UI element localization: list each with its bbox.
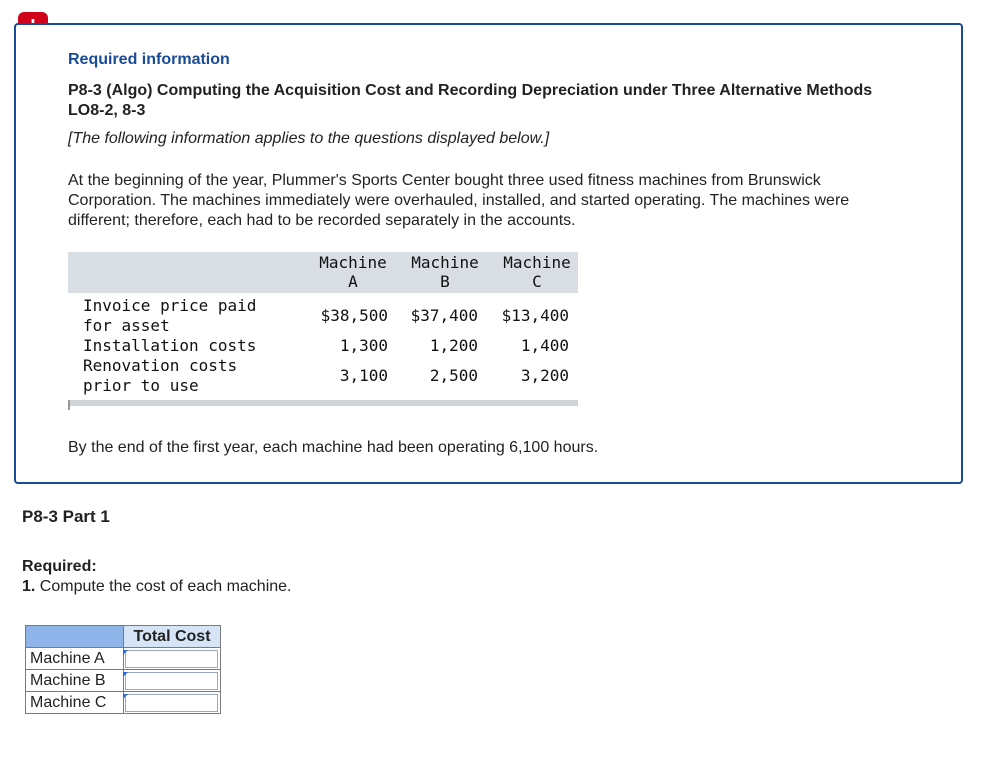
row-label-invoice-price [83, 296, 256, 336]
operating-hours-note: By the end of the first year, each machine had been operating 6,100 hours. [68, 439, 599, 456]
input-flag-icon [123, 650, 128, 655]
table-cell: 1,400 [520, 336, 569, 355]
answer-cell [124, 670, 221, 692]
machine-b-total-cost-input[interactable] [125, 672, 218, 690]
table-cell: 2,500 [429, 366, 478, 385]
required-information-panel [14, 23, 963, 484]
table-cell: $37,400 [410, 306, 478, 325]
machine-cost-table [68, 252, 578, 397]
table-row [26, 648, 221, 670]
column-header-machine-a [308, 253, 398, 291]
required-information-heading: Required information [68, 51, 230, 68]
required-label: Required: [22, 558, 97, 575]
table-cell: $13,400 [501, 306, 569, 325]
column-header-machine-b [400, 253, 490, 291]
table-row [26, 692, 221, 714]
column-header-line: Machine [411, 253, 479, 272]
row-label-line: prior to use [83, 376, 199, 395]
machine-c-total-cost-input[interactable] [125, 694, 218, 712]
table-row [26, 670, 221, 692]
column-header-machine-c [492, 253, 582, 291]
row-label-line: Renovation costs [83, 356, 238, 375]
table-cell: 1,300 [339, 336, 388, 355]
problem-paragraph: At the beginning of the year, Plummer's Sports Center bought three used fitness machines from Brunswick Corporation. The machines immediately were overhauled, installed, and started operating. The machines were different; therefore, each had to be recorded separately in the accounts. [68, 172, 850, 229]
row-label-installation-costs: Installation costs [83, 336, 257, 355]
answer-table [25, 625, 221, 714]
answer-cell [124, 648, 221, 670]
table-cell: $38,500 [320, 306, 388, 325]
table-cell: 3,100 [339, 366, 388, 385]
part-title: P8-3 Part 1 [22, 507, 110, 526]
answer-corner-cell [26, 626, 124, 648]
row-label-renovation-costs [83, 356, 237, 396]
required-item-text: Compute the cost of each machine. [35, 578, 292, 595]
input-flag-icon [123, 694, 128, 699]
problem-title: P8-3 (Algo) Computing the Acquisition Cost and Recording Depreciation under Three Alternative Methods LO8-2, 8-3 [68, 82, 873, 119]
applies-note: [The following information applies to the questions displayed below.] [68, 130, 550, 147]
row-label-line: for asset [83, 316, 170, 335]
table-cell: 3,200 [520, 366, 569, 385]
table-cell: 1,200 [429, 336, 478, 355]
column-header-line: C [532, 272, 542, 291]
answer-row-label-machine-a: Machine A [26, 648, 124, 670]
table-body [68, 293, 578, 397]
column-header-line: Machine [503, 253, 571, 272]
answer-row-label-machine-b: Machine B [26, 670, 124, 692]
answer-cell [124, 692, 221, 714]
machine-a-total-cost-input[interactable] [125, 650, 218, 668]
column-header-line: Machine [319, 253, 387, 272]
table-header [68, 252, 578, 293]
answer-row-label-machine-c: Machine C [26, 692, 124, 714]
answer-header-row [26, 626, 221, 648]
total-cost-header: Total Cost [124, 626, 221, 648]
required-item-number: 1. [22, 578, 36, 595]
required-item [22, 578, 291, 596]
column-header-line: A [348, 272, 358, 291]
input-flag-icon [123, 672, 128, 677]
table-bottom-rule [68, 400, 578, 406]
column-header-line: B [440, 272, 450, 291]
row-label-line: Invoice price paid [83, 296, 257, 315]
table-bottom-tick [68, 400, 70, 410]
